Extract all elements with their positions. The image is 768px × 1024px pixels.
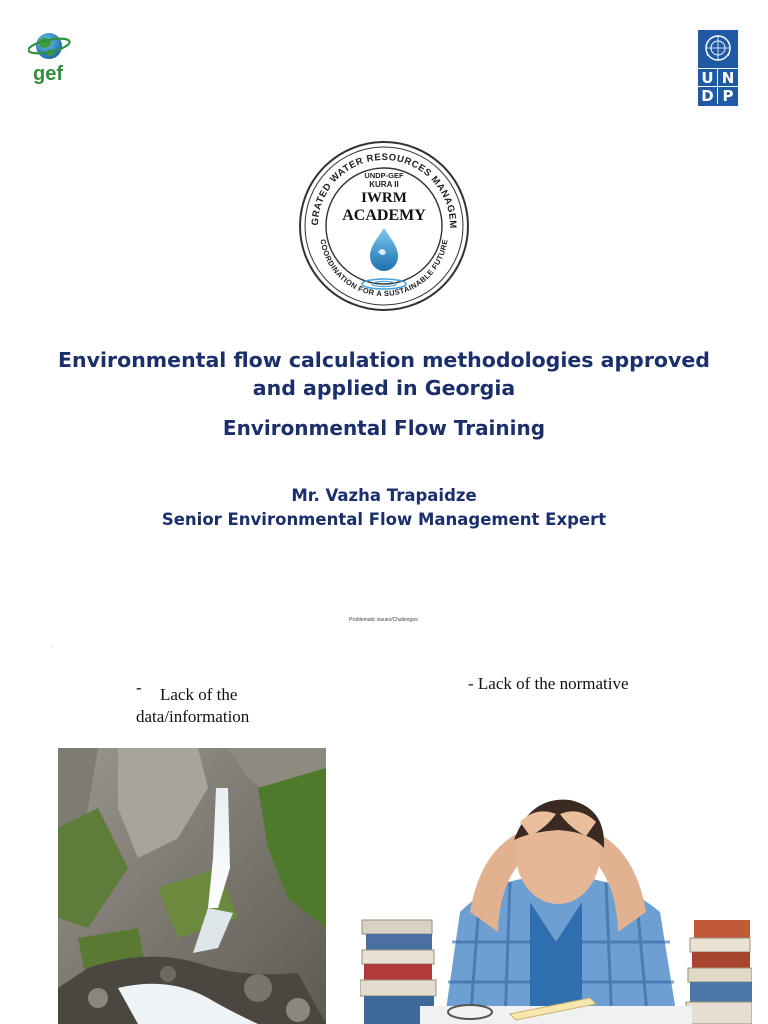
main-title-line2: and applied in Georgia — [252, 376, 516, 400]
seal-ring-bottom: COORDINATION FOR A SUSTAINABLE FUTURE — [318, 238, 450, 299]
point-lack-of-normative: - Lack of the normative — [468, 674, 629, 693]
undp-letter: D — [698, 86, 718, 104]
gef-logo — [28, 30, 74, 86]
seal-ring-top: GRATED WATER RESOURCES MANAGEM — [309, 151, 459, 229]
seal-line3: IWRM — [361, 190, 407, 206]
books-stack-right — [686, 920, 752, 1024]
main-title — [40, 346, 728, 402]
seal-line1: UNDP-GEF — [364, 171, 404, 180]
undp-letters — [698, 68, 738, 104]
seal-line4: ACADEMY — [342, 207, 426, 224]
subtitle: Environmental Flow Training — [222, 416, 546, 440]
undp-logo — [698, 30, 738, 106]
presenter-name: Mr. Vazha Trapaidze — [291, 486, 477, 505]
bullet-dash: - — [136, 678, 142, 697]
challenges-caption: Problematic issues/Challenges: — [349, 617, 419, 623]
main-title-line1: Environmental flow calculation methodologies approved — [58, 348, 710, 372]
stray-dot: . — [52, 644, 54, 650]
waterfall-photo — [58, 748, 326, 1024]
point-lack-of-data — [136, 678, 316, 728]
point-left-line1: Lack of the — [160, 685, 238, 704]
point-left-line2: data/information — [136, 707, 250, 726]
un-emblem-icon — [704, 34, 732, 62]
seal-line2: KURA II — [369, 180, 399, 189]
stressed-student-photo — [360, 792, 752, 1024]
undp-letter: U — [698, 68, 718, 86]
iwrm-academy-seal — [298, 140, 470, 312]
undp-letter: P — [718, 86, 738, 104]
undp-letter: N — [718, 68, 738, 86]
gef-wordmark: gef — [33, 63, 63, 85]
presenter-role: Senior Environmental Flow Management Expert — [161, 510, 607, 529]
